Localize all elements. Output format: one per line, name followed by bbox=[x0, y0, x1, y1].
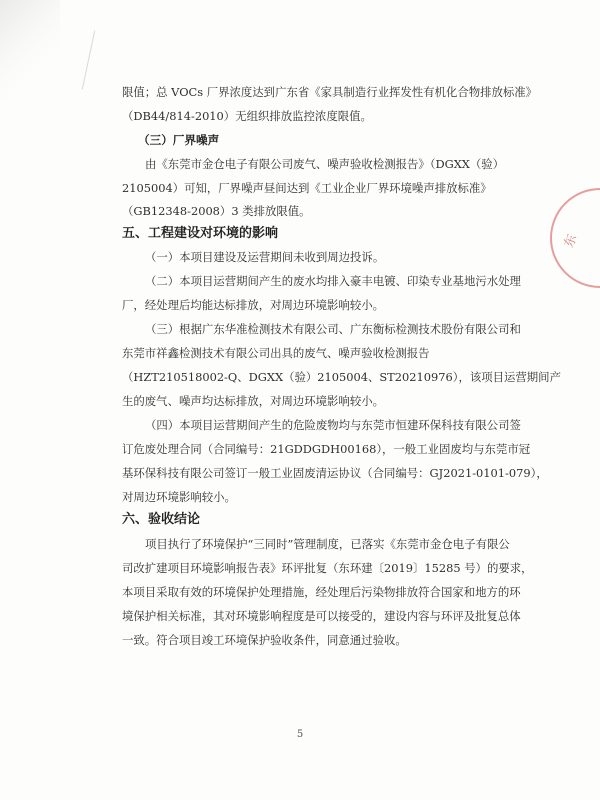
section5-para4-line: 订危废处理合同（合同编号：21GDDGDH00168），一般工业固废均与东莞市冠 bbox=[122, 442, 531, 456]
section5-para3-line: （三）根据广东华准检测技术有限公司、广东衡标检测技术股份有限公司和 bbox=[145, 322, 521, 336]
section6-heading: 六、验收结论 bbox=[122, 512, 201, 527]
section5-para4-line: 对周边环境影响较小。 bbox=[122, 490, 236, 504]
noise-line: 由《东莞市金仓电子有限公司废气、噪声验收检测报告》（DGXX（验） bbox=[145, 157, 505, 171]
section5-para4-line: 基环保科技有限公司签订一般工业固废清运协议（合同编号：GJ2021-0101-079）， bbox=[122, 466, 548, 480]
intro-line: 限值；总 VOCs 厂界浓度达到广东省《家具制造行业挥发性有机化合物排放标准》 bbox=[122, 85, 538, 99]
section6-line: 本项目采取有效的环境保护处理措施，经处理后污染物排放符合国家和地方的环 bbox=[122, 585, 521, 599]
section5-heading: 五、工程建设对环境的影响 bbox=[122, 226, 279, 241]
noise-heading: （三）厂界噪声 bbox=[138, 133, 220, 147]
section5-para3-line: 东莞市祥鑫检测技术有限公司出具的废气、噪声验收检测报告 bbox=[122, 346, 430, 360]
scan-line bbox=[82, 31, 95, 90]
scan-shadow bbox=[0, 0, 60, 100]
section5-para4-line: （四）本项目运营期间产生的危险废物均与东莞市恒建环保科技有限公司签 bbox=[145, 418, 521, 432]
official-seal-stamp bbox=[550, 188, 600, 288]
section6-line: 项目执行了环境保护“三同时”管理制度，已落实《东莞市金仓电子有限公 bbox=[145, 537, 510, 551]
section5-para2-line: （二）本项目运营期间产生的废水均排入豪丰电镀、印染专业基地污水处理 bbox=[145, 274, 521, 288]
noise-line: （GB12348-2008）3 类排放限值。 bbox=[122, 204, 311, 218]
section5-para1-line: （一）本项目建设及运营期间未收到周边投诉。 bbox=[145, 250, 385, 264]
section5-para3-line: 生的废气、噪声均达标排放，对周边环境影响较小。 bbox=[122, 394, 384, 408]
section6-line: 司改扩建项目环境影响报告表》环评批复（东环建〔2019〕15285 号）的要求， bbox=[122, 561, 533, 575]
section6-line: 一致。符合项目竣工环境保护验收条件，同意通过验收。 bbox=[122, 633, 407, 647]
section6-line: 境保护相关标准，其对环境影响程度是可以接受的，建设内容与环评及批复总体 bbox=[122, 609, 521, 623]
section5-para3-line: （HZT210518002-Q、DGXX（验）2105004、ST20210976），该项目运营期间产 bbox=[122, 370, 561, 384]
noise-line: 2105004）可知，厂界噪声昼间达到《工业企业厂界环境噪声排放标准》 bbox=[122, 181, 492, 195]
page-number: 5 bbox=[296, 729, 304, 740]
section5-para2-line: 厂，经处理后均能达标排放，对周边环境影响较小。 bbox=[122, 298, 384, 312]
intro-line: （DB44/814-2010）无组织排放监控浓度限值。 bbox=[122, 109, 372, 123]
stamp-text: 东 bbox=[561, 230, 582, 250]
